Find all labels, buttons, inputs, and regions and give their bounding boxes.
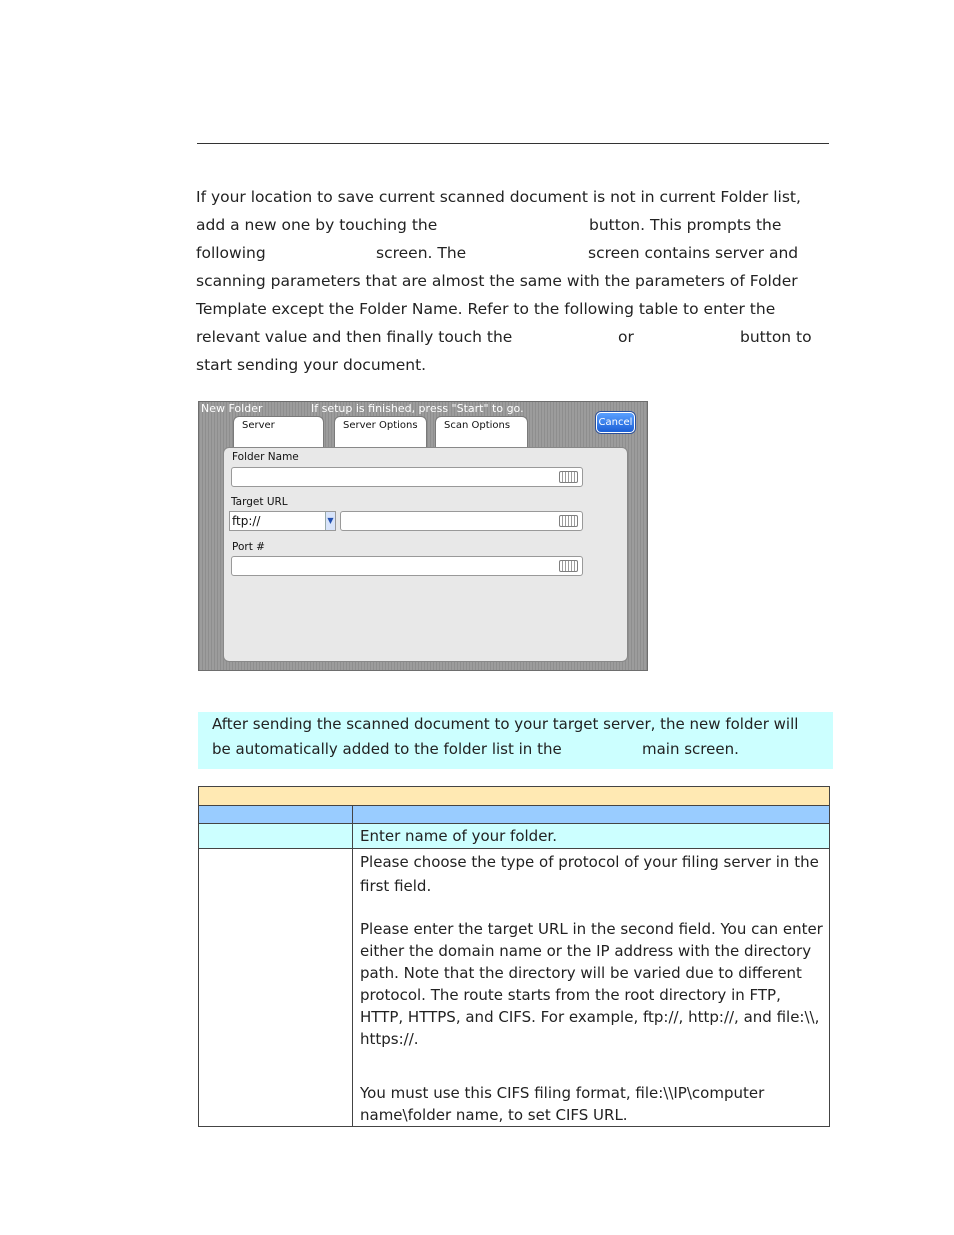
protocol-value: ftp:// xyxy=(232,514,261,528)
intro-line-2: add a new one by touching the button. This prompts the xyxy=(196,216,782,234)
protocol-select[interactable] xyxy=(229,511,336,531)
keyboard-icon[interactable] xyxy=(559,471,578,483)
intro-line-3: following screen. The screen contains server and xyxy=(196,244,799,262)
screen-title: New Folder xyxy=(201,402,263,415)
keyboard-icon[interactable] xyxy=(559,560,578,572)
target-url-input[interactable] xyxy=(340,511,583,531)
tab-server[interactable]: Server xyxy=(233,416,324,447)
intro-line-1: If your location to save current scanned document is not in current Folder list, xyxy=(196,188,801,206)
note-line-1: After sending the scanned document to your target server, the new folder will xyxy=(212,715,799,733)
screen-hint: If setup is finished, press "Start" to go. xyxy=(311,402,524,415)
header-rule xyxy=(197,143,829,144)
note-box xyxy=(198,712,833,769)
port-input[interactable] xyxy=(231,556,583,576)
note-line-2: be automatically added to the folder list in the main screen. xyxy=(212,740,739,758)
intro-line-5: Template except the Folder Name. Refer to the following table to enter the xyxy=(196,300,776,318)
table-header-row xyxy=(199,806,830,824)
table-row-name-cell xyxy=(199,824,353,849)
intro-line-7: start sending your document. xyxy=(196,356,427,374)
tab-server-options[interactable]: Server Options xyxy=(334,416,427,447)
folder-name-label: Folder Name xyxy=(232,451,299,463)
table-title-row xyxy=(199,787,830,806)
chevron-down-icon[interactable]: ▼ xyxy=(325,512,335,530)
table-row xyxy=(199,849,830,1127)
new-folder-screenshot xyxy=(198,401,648,671)
keyboard-icon[interactable] xyxy=(559,515,578,527)
cancel-button[interactable]: Cancel xyxy=(596,412,635,433)
target-url-description: Please choose the type of protocol of your filing server in the first field. Please enter the target URL in the second field. You can enter either the domain name or the IP address with the directory path. Note that the directory will be varied due to different protocol. The route starts from the root directory in FTP, HTTP, HTTPS, and CIFS. For example, ftp://, http://, and file:\\, https://. You must use this CIFS filing format, file:\\IP\computer name\folder name, to set CIFS URL. xyxy=(353,849,830,1127)
table-row xyxy=(199,824,830,849)
table-row-name-cell xyxy=(199,849,353,1127)
target-url-label: Target URL xyxy=(231,496,288,508)
server-panel xyxy=(223,447,628,662)
folder-name-input[interactable] xyxy=(231,467,583,487)
tab-scan-options[interactable]: Scan Options xyxy=(435,416,528,447)
intro-paragraph xyxy=(196,183,816,379)
port-label: Port # xyxy=(232,541,265,553)
intro-line-4: scanning parameters that are almost the same with the parameters of Folder xyxy=(196,272,798,290)
folder-name-description: Enter name of your folder. xyxy=(353,824,830,849)
screen-title-bar xyxy=(199,402,647,416)
intro-line-6: relevant value and then finally touch the or button to xyxy=(196,328,812,346)
parameters-table xyxy=(198,786,830,1127)
